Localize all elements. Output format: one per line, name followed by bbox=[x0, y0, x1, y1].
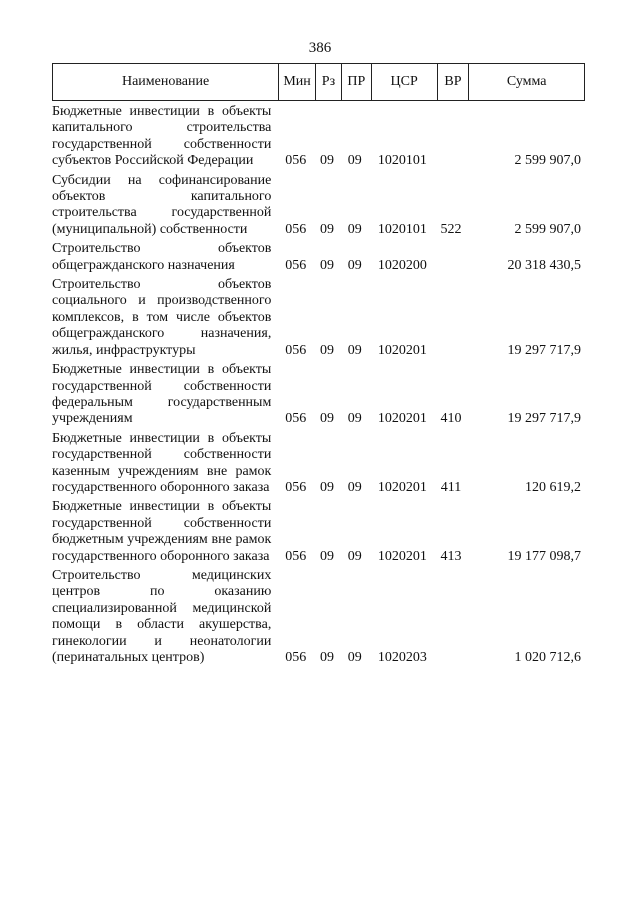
row-min: 056 bbox=[285, 411, 307, 427]
table-row bbox=[52, 499, 585, 565]
row-pr: 09 bbox=[347, 153, 362, 169]
page-number: 386 bbox=[308, 40, 332, 56]
header-rz: Рз bbox=[316, 64, 342, 100]
row-min: 056 bbox=[285, 342, 307, 358]
row-name: Бюджетные инвестиции в объекты капитального строительства государственной собственности субъектов Российской Федерации bbox=[52, 104, 272, 169]
row-csr: 1020203 bbox=[377, 650, 427, 665]
table-row bbox=[52, 362, 585, 428]
row-rz: 09 bbox=[319, 153, 334, 169]
row-pr: 09 bbox=[347, 650, 362, 665]
table-header bbox=[52, 63, 585, 101]
row-csr: 1020201 bbox=[377, 411, 427, 427]
header-min: Мин bbox=[279, 64, 316, 100]
row-sum: 2 599 907,0 bbox=[514, 153, 581, 169]
row-name: Бюджетные инвестиции в объекты государственной собственности бюджетным учреждениям вне рамок государственного оборонного заказа bbox=[52, 499, 272, 564]
row-sum: 1 020 712,6 bbox=[514, 650, 581, 665]
table-row bbox=[52, 568, 585, 666]
header-pr: ПР bbox=[342, 64, 372, 100]
row-pr: 09 bbox=[347, 342, 362, 358]
row-min: 056 bbox=[285, 221, 307, 237]
row-rz: 09 bbox=[319, 548, 334, 564]
row-rz: 09 bbox=[319, 479, 334, 495]
row-rz: 09 bbox=[319, 257, 334, 273]
row-name: Бюджетные инвестиции в объекты государственной собственности федеральным государственным учреждениям bbox=[52, 362, 272, 427]
row-rz: 09 bbox=[319, 342, 334, 358]
row-csr: 1020101 bbox=[377, 153, 427, 169]
row-min: 056 bbox=[285, 548, 307, 564]
row-name: Субсидии на софинансирование объектов капитального строительства государственной (муниципальной) собственности bbox=[52, 172, 272, 237]
row-sum: 19 297 717,9 bbox=[507, 342, 581, 358]
row-rz: 09 bbox=[319, 650, 334, 665]
row-pr: 09 bbox=[347, 257, 362, 273]
row-pr: 09 bbox=[347, 221, 362, 237]
row-vr: 411 bbox=[440, 479, 462, 495]
row-min: 056 bbox=[285, 650, 307, 665]
table-row bbox=[52, 173, 585, 239]
table-row bbox=[52, 277, 585, 359]
row-csr: 1020201 bbox=[377, 479, 427, 495]
row-sum: 20 318 430,5 bbox=[507, 257, 581, 273]
budget-table bbox=[52, 63, 585, 666]
row-csr: 1020200 bbox=[377, 257, 427, 273]
row-rz: 09 bbox=[319, 221, 334, 237]
row-sum: 120 619,2 bbox=[524, 479, 581, 495]
row-vr: 410 bbox=[440, 411, 462, 427]
row-name: Бюджетные инвестиции в объекты государственной собственности казенным учреждениям вне рамок государственного оборонного заказа bbox=[52, 430, 272, 495]
row-vr: 522 bbox=[440, 221, 462, 237]
row-csr: 1020101 bbox=[377, 221, 427, 237]
row-min: 056 bbox=[285, 153, 307, 169]
row-name: Строительство объектов общегражданского назначения bbox=[52, 241, 272, 273]
table-row bbox=[52, 241, 585, 274]
row-csr: 1020201 bbox=[377, 342, 427, 358]
row-name: Строительство объектов социального и производственного комплексов, в том числе объектов общегражданского назначения, жилья, инфраструктуры bbox=[52, 277, 272, 358]
header-csr: ЦСР bbox=[372, 64, 438, 100]
row-rz: 09 bbox=[319, 411, 334, 427]
row-name: Строительство медицинских центров по оказанию специализированной медицинской помощи в области акушерства, гинекологии и неонатологии (перинатальных центров) bbox=[52, 567, 272, 665]
row-sum: 19 177 098,7 bbox=[507, 548, 581, 564]
row-pr: 09 bbox=[347, 548, 362, 564]
header-sum: Сумма bbox=[506, 74, 547, 89]
row-csr: 1020201 bbox=[377, 548, 427, 564]
row-sum: 19 297 717,9 bbox=[507, 411, 581, 427]
table-row bbox=[52, 431, 585, 497]
row-pr: 09 bbox=[347, 411, 362, 427]
row-sum: 2 599 907,0 bbox=[514, 221, 581, 237]
row-min: 056 bbox=[285, 257, 307, 273]
row-pr: 09 bbox=[347, 479, 362, 495]
table-row bbox=[52, 104, 585, 170]
row-vr: 413 bbox=[440, 548, 462, 564]
row-min: 056 bbox=[285, 479, 307, 495]
header-vr: ВР bbox=[438, 64, 470, 100]
header-name: Наименование bbox=[53, 64, 279, 100]
